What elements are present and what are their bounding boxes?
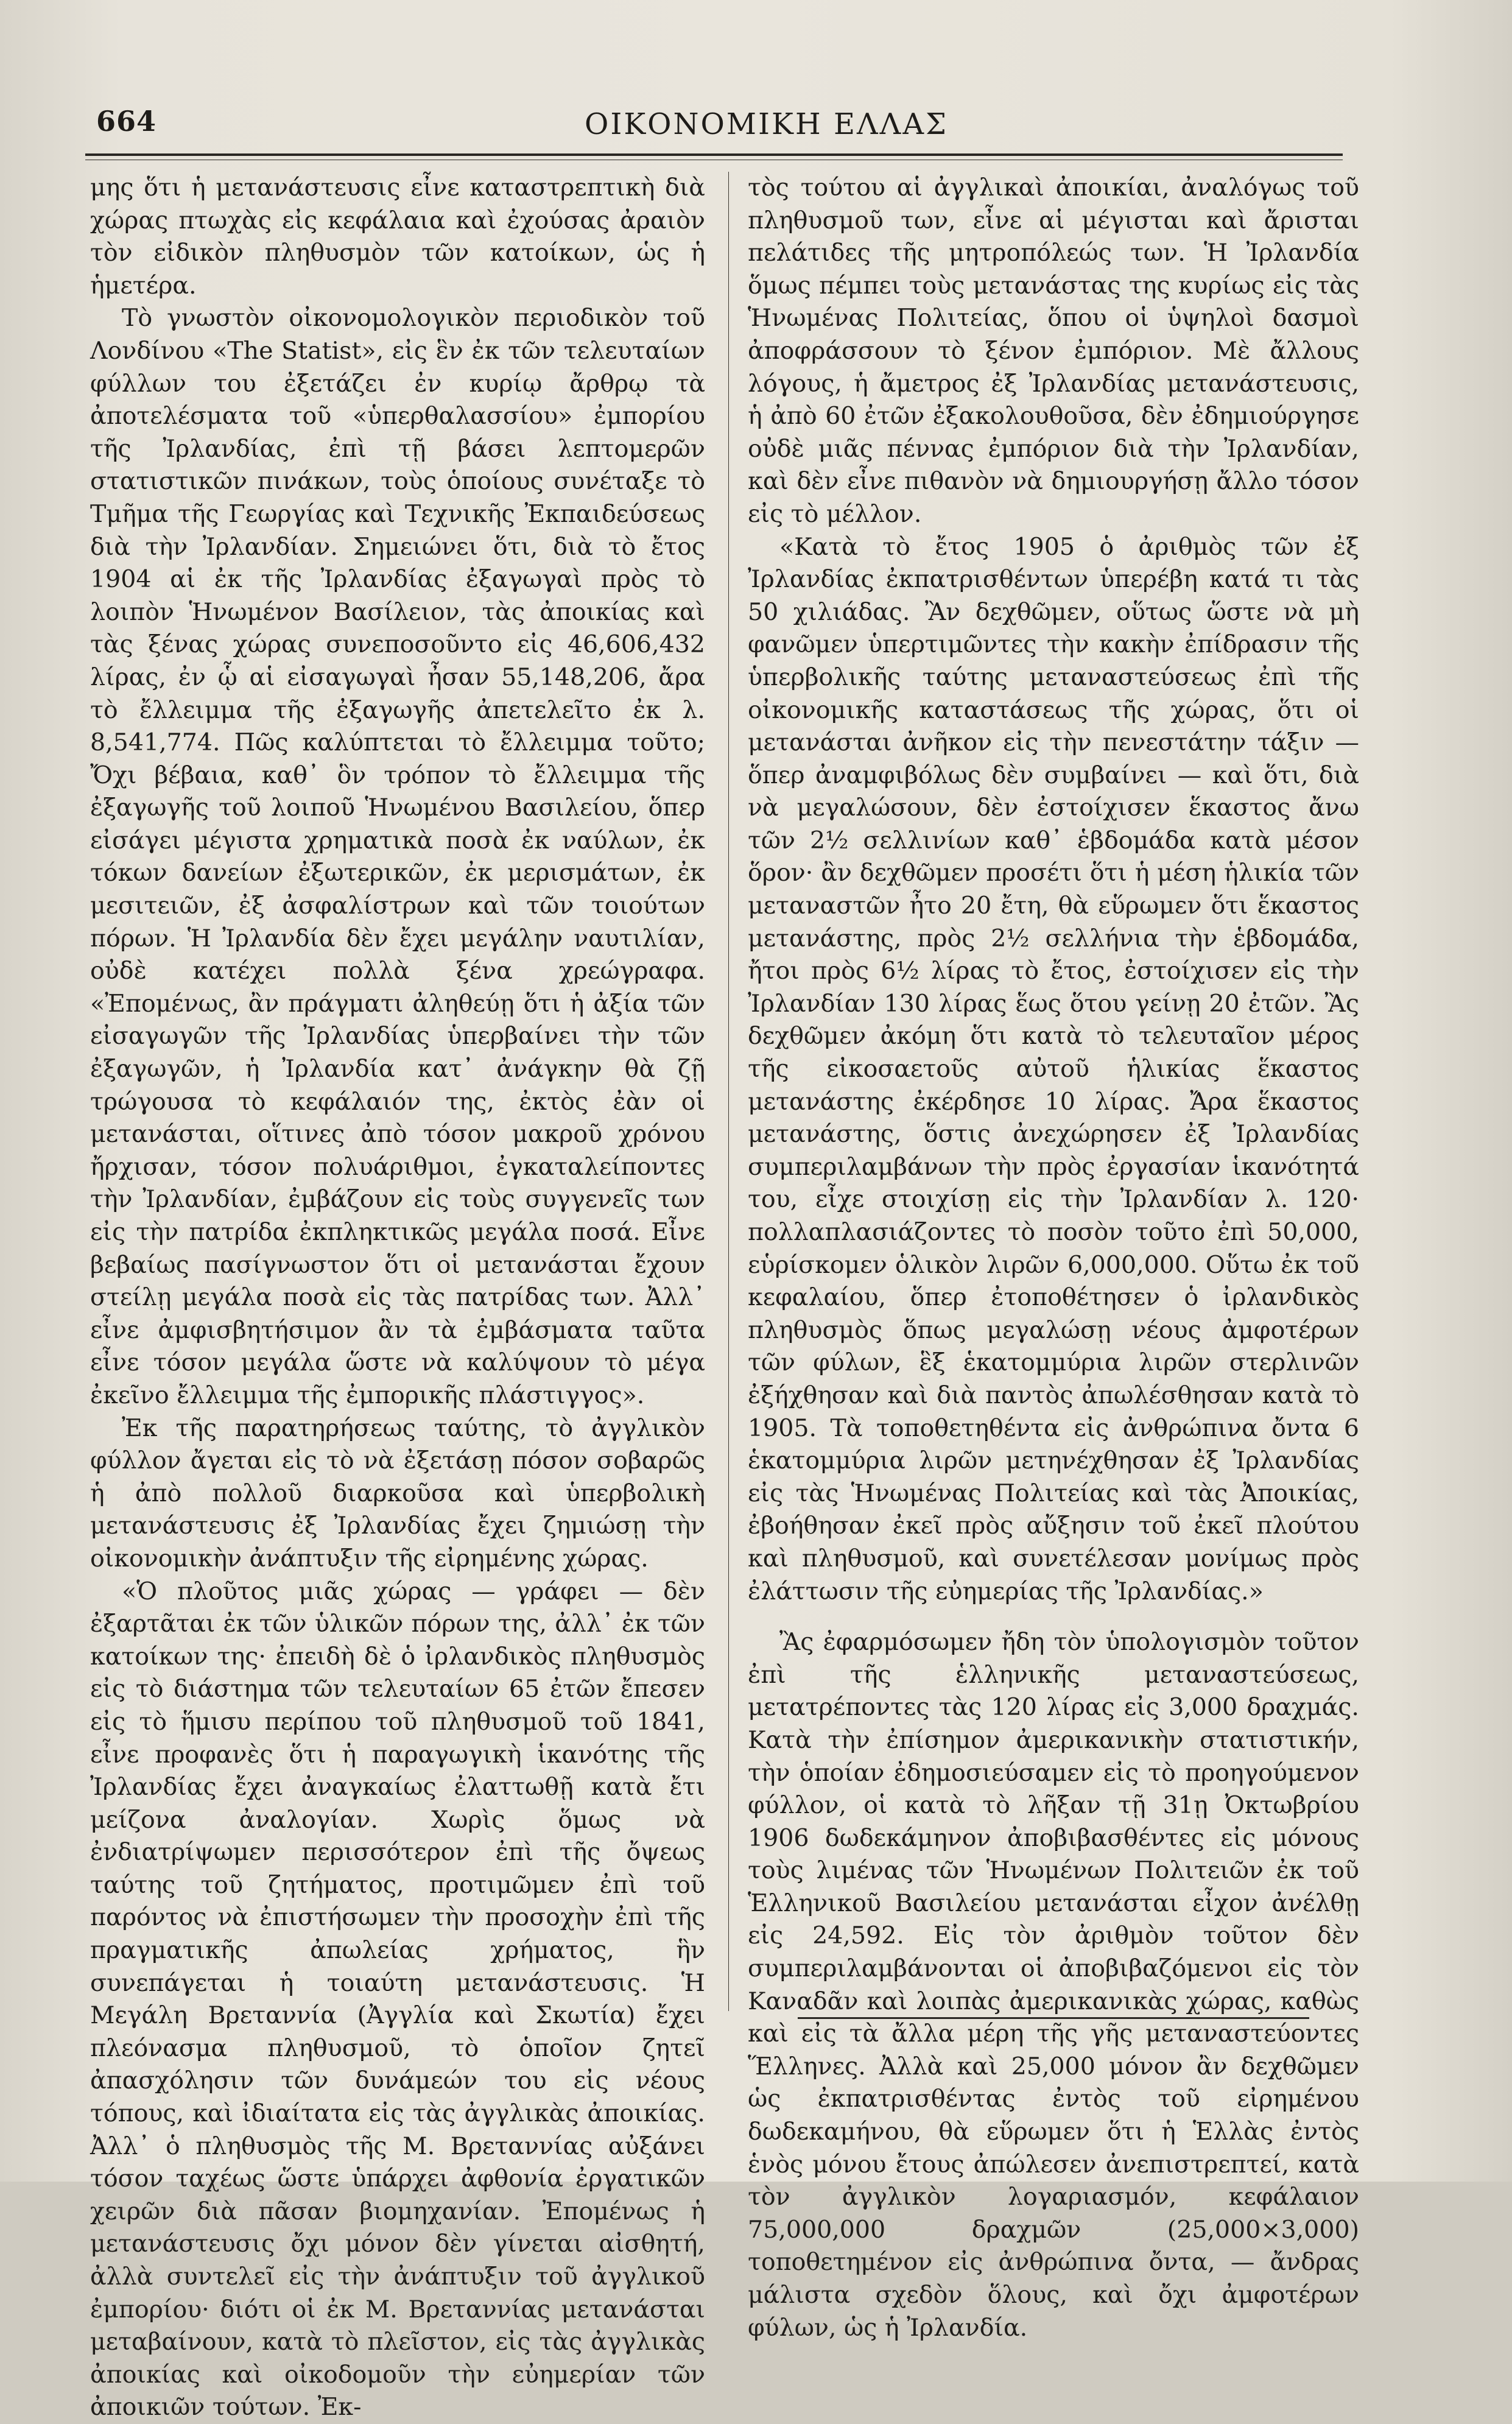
paragraph: τὸς τούτου αἱ ἀγγλικαὶ ἀποικίαι, ἀναλόγως τοῦ πληθυσμοῦ των, εἶνε αἱ μέγισται καὶ ἄρισται πελάτιδες τῆς μητροπόλεώς των. Ἡ Ἰρλανδία ὅμως πέμπει τοὺς μετανάστας της κυρίως εἰς τὰς Ἡνωμένας Πολιτείας, ὅπου οἱ ὑψηλοὶ δασμοὶ ἀποφράσσουν τὸ ξένον ἐμπόριον. Μὲ ἄλλους λόγους, ἡ ἄμετρος ἐξ Ἰρλανδίας μετανάστευσις, ἡ ἀπὸ 60 ἐτῶν ἐξακολουθοῦσα, δὲν ἐδημιούργησε οὐδὲ μιᾶς πέννας ἐμπόριον διὰ τὴν Ἰρλανδίαν, καὶ δὲν εἶνε πιθανὸν νὰ δημιουργήσῃ ἄλλο τόσον εἰς τὸ μέλλον. [748, 174, 1359, 528]
paragraph: μης ὅτι ἡ μετανάστευσις εἶνε καταστρεπτικὴ διὰ χώρας πτωχὰς εἰς κεφάλαια καὶ ἐχούσας ἀραιὸν τὸν εἰδικὸν πληθυσμὸν τῶν κατοίκων, ὡς ἡ ἡμετέρα. [90, 174, 705, 300]
end-rule [798, 2017, 1309, 2019]
paragraph: Ἐκ τῆς παρατηρήσεως ταύτης, τὸ ἀγγλικὸν φύλλον ἄγεται εἰς τὸ νὰ ἐξετάσῃ πόσον σοβαρῶς ἡ ἀπὸ πολλοῦ διαρκοῦσα καὶ ὑπερβολικὴ μετανάστευσις ἐξ Ἰρλανδίας ἔχει ζημιώσῃ τὴν οἰκονομικὴν ἀνάπτυξιν τῆς εἰρημένης χώρας. [90, 1414, 705, 1573]
paragraph: Τὸ γνωστὸν οἰκονομολογικὸν περιοδικὸν τοῦ Λονδίνου «The Statist», εἰς ἓν ἐκ τῶν τελευταίων φύλλων του ἐξετάζει ἐν κυρίῳ ἄρθρῳ τὰ ἀποτελέσματα τοῦ «ὑπερθαλασσίου» ἐμπορίου τῆς Ἰρλανδίας, ἐπὶ τῇ βάσει λεπτομερῶν στατιστικῶν πινάκων, τοὺς ὁποίους συνέταξε τὸ Τμῆμα τῆς Γεωργίας καὶ Τεχνικῆς Ἐκπαιδεύσεως διὰ τὴν Ἰρλανδίαν. Σημειώνει ὅτι, διὰ τὸ ἔτος 1904 αἱ ἐκ τῆς Ἰρλανδίας ἐξαγωγαὶ πρὸς τὸ λοιπὸν Ἡνωμένον Βασίλειον, τὰς ἀποικίας καὶ τὰς ξένας χώρας συνεποσοῦντο εἰς 46,606,432 λίρας, ἐν ᾧ αἱ εἰσαγωγαὶ ἦσαν 55,148,206, ἄρα τὸ ἔλλειμμα τῆς ἐξαγωγῆς ἀπετελεῖτο ἐκ λ. 8,541,774. Πῶς καλύπτεται τὸ ἔλλειμμα τοῦτο; Ὄχι βέβαια, καθ᾽ ὃν τρόπον τὸ ἔλλειμμα τῆς ἐξαγωγῆς τοῦ λοιποῦ Ἡνωμένου Βασιλείου, ὅπερ εἰσάγει μέγιστα χρηματικὰ ποσὰ ἐκ ναύλων, ἐκ τόκων δανείων ἐξωτερικῶν, ἐκ μερισμάτων, ἐκ μεσιτειῶν, ἐξ ἀσφαλίστρων καὶ τῶν τοιούτων πόρων. Ἡ Ἰρλανδία δὲν ἔχει μεγάλην ναυτιλίαν, οὐδὲ κατέχει πολλὰ ξένα χρεώγραφα. «Ἐπομένως, ἂν πράγματι ἀληθεύῃ ὅτι ἡ ἀξία τῶν εἰσαγωγῶν τῆς Ἰρλανδίας ὑπερβαίνει τὴν τῶν ἐξαγωγῶν, ἡ Ἰρλανδία κατ᾽ ἀνάγκην θὰ ζῇ τρώγουσα τὸ κεφάλαιόν της, ἐκτὸς ἐὰν οἱ μετανάσται, οἵτινες ἀπὸ τόσον μακροῦ χρόνου ἤρχισαν, τόσον πολυάριθμοι, ἐγκαταλείποντες τὴν Ἰρλανδίαν, ἐμβάζουν εἰς τοὺς συγγενεῖς των εἰς τὴν πατρίδα ἐκπληκτικῶς μεγάλα ποσά. Εἶνε βεβαίως πασίγνωστον ὅτι οἱ μετανάσται ἔχουν στείλῃ μεγάλα ποσὰ εἰς τὰς πατρίδας των. Ἀλλ᾽ εἶνε ἀμφισβητήσιμον ἂν τὰ ἐμβάσματα ταῦτα εἶνε τόσον μεγάλα ὥστε νὰ καλύψουν τὸ μέγα ἐκεῖνο ἔλλειμμα τῆς ἐμπορικῆς πλάστιγγος». [90, 304, 705, 1409]
column-divider [728, 172, 729, 2011]
header-rule [85, 153, 1343, 156]
paragraph: «Κατὰ τὸ ἔτος 1905 ὁ ἀριθμὸς τῶν ἐξ Ἰρλανδίας ἐκπατρισθέντων ὑπερέβη κατά τι τὰς 50 χιλιάδας. Ἂν δεχθῶμεν, οὕτως ὥστε νὰ μὴ φανῶμεν ὑπερτιμῶντες τὴν κακὴν ἐπίδρασιν τῆς ὑπερβολικῆς ταύτης μεταναστεύσεως ἐπὶ τῆς οἰκονομικῆς καταστάσεως τῆς χώρας, ὅτι οἱ μετανάσται ἀνῆκον εἰς τὴν πενεστάτην τάξιν — ὅπερ ἀναμφιβόλως δὲν συμβαίνει — καὶ ὅτι, διὰ νὰ μεγαλώσουν, δὲν ἐστοίχισεν ἕκαστος ἄνω τῶν 2½ σελλινίων καθ᾽ ἑβδομάδα κατὰ μέσον ὅρον· ἂν δεχθῶμεν προσέτι ὅτι ἡ μέση ἡλικία τῶν μεταναστῶν ἦτο 20 ἔτη, θὰ εὕρωμεν ὅτι ἕκαστος μετανάστης, πρὸς 2½ σελλήνια τὴν ἑβδομάδα, ἤτοι πρὸς 6½ λίρας τὸ ἔτος, ἐστοίχισεν εἰς τὴν Ἰρλανδίαν 130 λίρας ἕως ὅτου γείνῃ 20 ἐτῶν. Ἂς δεχθῶμεν ἀκόμη ὅτι κατὰ τὸ τελευταῖον μέρος τῆς εἰκοσαετοῦς αὐτοῦ ἡλικίας ἕκαστος μετανάστης ἐκέρδησε 10 λίρας. Ἄρα ἕκαστος μετανάστης, ὅστις ἀνεχώρησεν ἐξ Ἰρλανδίας συμπεριλαμβάνων τὴν πρὸς ἐργασίαν ἱκανότητά του, εἶχε στοιχίσῃ εἰς τὴν Ἰρλανδίαν λ. 120· πολλαπλασιάζοντες τὸ ποσὸν τοῦτο ἐπὶ 50,000, εὑρίσκομεν ὁλικὸν λιρῶν 6,000,000. Οὕτω ἐκ τοῦ κεφαλαίου, ὅπερ ἐτοποθέτησεν ὁ ἰρλανδικὸς πληθυσμὸς ὅπως μεγαλώσῃ νέους ἀμφοτέρων τῶν φύλων, ἓξ ἑκατομμύρια λιρῶν στερλινῶν ἐξήχθησαν καὶ διὰ παντὸς ἀπωλέσθησαν κατὰ τὸ 1905. Τὰ τοποθετηθέντα εἰς ἀνθρώπινα ὄντα 6 ἑκατομμύρια λιρῶν μετηνέχθησαν ἐξ Ἰρλανδίας εἰς τὰς Ἡνωμένας Πολιτείας καὶ τὰς Ἀποικίας, ἐβοήθησαν ἐκεῖ πρὸς αὔξησιν τοῦ ἐκεῖ πλούτου καὶ πληθυσμοῦ, καὶ συνετέλεσαν μονίμως πρὸς ἐλάττωσιν τῆς εὐημερίας τῆς Ἰρλανδίας.» [748, 532, 1359, 1605]
paragraph: «Ὁ πλοῦτος μιᾶς χώρας — γράφει — δὲν ἐξαρτᾶται ἐκ τῶν ὑλικῶν πόρων της, ἀλλ᾽ ἐκ τῶν κατοίκων της· ἐπειδὴ δὲ ὁ ἰρλανδικὸς πληθυσμὸς εἰς τὸ διάστημα τῶν τελευταίων 65 ἐτῶν ἔπεσεν εἰς τὸ ἥμισυ περίπου τοῦ πληθυσμοῦ τοῦ 1841, εἶνε προφανὲς ὅτι ἡ παραγωγικὴ ἱκανότης τῆς Ἰρλανδίας ἔχει ἀναγκαίως ἐλαττωθῇ κατὰ ἔτι μείζονα ἀναλογίαν. Χωρὶς ὅμως νὰ ἐνδιατρίψωμεν περισσότερον ἐπὶ τῆς ὄψεως ταύτης τοῦ ζητήματος, προτιμῶμεν ἐπὶ τοῦ παρόντος νὰ ἐπιστήσωμεν τὴν προσοχὴν ἐπὶ τῆς πραγματικῆς ἀπωλείας χρήματος, ἣν συνεπάγεται ἡ τοιαύτη μετανάστευσις. Ἡ Μεγάλη Βρεταννία (Ἀγγλία καὶ Σκωτία) ἔχει πλεόνασμα πληθυσμοῦ, τὸ ὁποῖον ζητεῖ ἀπασχόλησιν τῶν δυνάμεών του εἰς νέους τόπους, καὶ ἰδιαίτατα εἰς τὰς ἀγγλικὰς ἀποικίας. Ἀλλ᾽ ὁ πληθυσμὸς τῆς Μ. Βρεταννίας αὐξάνει τόσον ταχέως ὥστε ὑπάρχει ἀφθονία ἐργατικῶν χειρῶν διὰ πᾶσαν βιομηχανίαν. Ἐπομένως ἡ μετανάστευσις ὄχι μόνον δὲν γίνεται αἰσθητή, ἀλλὰ συντελεῖ εἰς τὴν ἀνάπτυξιν τοῦ ἀγγλικοῦ ἐμπορίου· διότι οἱ ἐκ Μ. Βρεταννίας μετανάσται μεταβαίνουν, κατὰ τὸ πλεῖστον, εἰς τὰς ἀγγλικὰς ἀποικίας καὶ οἰκοδομοῦν τὴν εὐημερίαν τῶν ἀποικιῶν τούτων. Ἐκ- [90, 1577, 705, 2422]
running-title: ΟΙΚΟΝΟΜΙΚΗ ΕΛΛΑΣ [585, 107, 948, 141]
page-header [85, 102, 1340, 145]
paragraph: Ἂς ἐφαρμόσωμεν ἤδη τὸν ὑπολογισμὸν τοῦτον ἐπὶ τῆς ἑλληνικῆς μεταναστεύσεως, μετατρέποντες τὰς 120 λίρας εἰς 3,000 δραχμάς. Κατὰ τὴν ἐπίσημον ἀμερικανικὴν στατιστικήν, τὴν ὁποίαν ἐδημοσιεύσαμεν εἰς τὸ προηγούμενον φύλλον, οἱ κατὰ τὸ λῆξαν τῇ 31ῃ Ὀκτωβρίου 1906 δωδεκάμηνον ἀποβιβασθέντες εἰς μόνους τοὺς λιμένας τῶν Ἡνωμένων Πολιτειῶν ἐκ τοῦ Ἑλληνικοῦ Βασιλείου μετανάσται εἶχον ἀνέλθῃ εἰς 24,592. Εἰς τὸν ἀριθμὸν τοῦτον δὲν συμπεριλαμβάνονται οἱ ἀποβιβαζόμενοι εἰς τὸν Καναδᾶν καὶ λοιπὰς ἀμερικανικὰς χώρας, καθὼς καὶ εἰς τὰ ἄλλα μέρη τῆς γῆς μεταναστεύοντες Ἕλληνες. Ἀλλὰ καὶ 25,000 μόνον ἂν δεχθῶμεν ὡς ἐκπατρισθέντας ἐντὸς τοῦ εἰρημένου δωδεκαμήνου, θὰ εὕρωμεν ὅτι ἡ Ἑλλὰς ἐντὸς ἑνὸς μόνου ἔτους ἀπώλεσεν ἀνεπιστρεπτεί, κατὰ τὸν ἀγγλικὸν λογαριασμόν, κεφάλαιον 75,000,000 δραχμῶν (25,000×3,000) τοποθετημένον εἰς ἀνθρώπινα ὄντα, — ἄνδρας μάλιστα σχεδὸν ὅλους, καὶ ὄχι ἀμφοτέρων φύλων, ὡς ἡ Ἰρλανδία. [748, 1628, 1359, 2342]
left-column [90, 172, 705, 2424]
page-number: 664 [96, 105, 157, 138]
